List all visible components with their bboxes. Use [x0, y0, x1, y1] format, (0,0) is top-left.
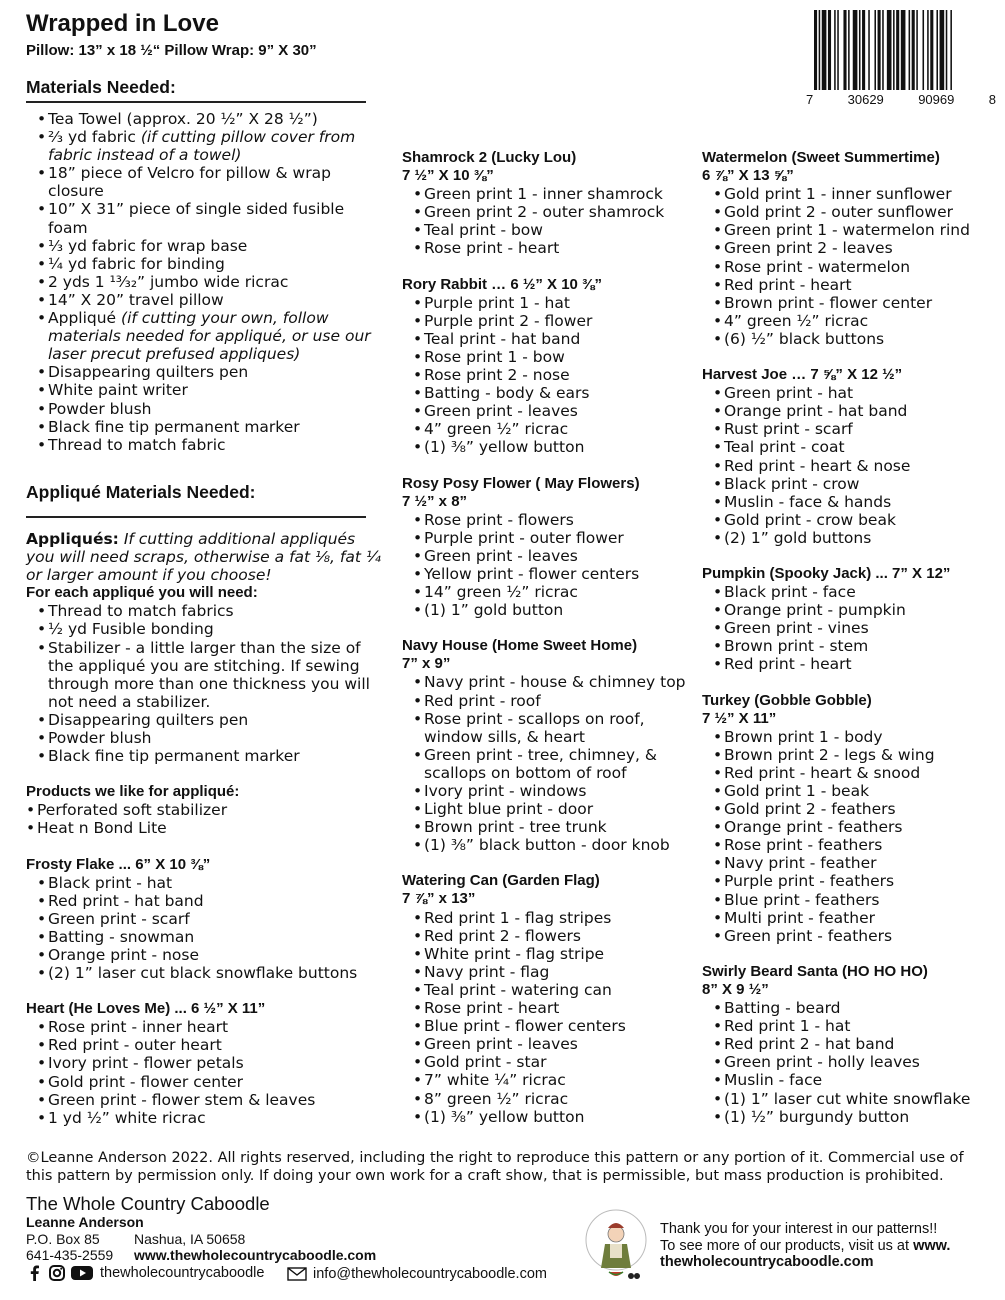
applique-items: [26, 602, 384, 765]
turkey-section: [702, 692, 997, 945]
navy-item: • Ivory print - windows: [402, 782, 692, 800]
materials-item: [26, 363, 382, 381]
applique-section: [26, 530, 384, 1127]
rory-section: [402, 276, 692, 457]
materials-item-text: 10” X 31” piece of single sided fusible foam: [48, 200, 345, 237]
frosty-section: [26, 856, 384, 983]
shamrock-title: Shamrock 2 (Lucky Lou): [402, 149, 577, 166]
youtube-icon[interactable]: [70, 1264, 94, 1282]
pumpkin-item: • Black print - face: [702, 583, 997, 601]
watering-item: • Red print 2 - flowers: [402, 927, 692, 945]
heart-item: • 1 yd ½” white ricrac: [26, 1109, 384, 1127]
barcode-bar: [916, 10, 918, 90]
navy-section: [402, 637, 692, 854]
shamrock-item: • Green print 2 - outer shamrock: [402, 203, 692, 221]
rosy-item: • Green print - leaves: [402, 547, 692, 565]
turkey-item: • Purple print - feathers: [702, 872, 997, 890]
pumpkin-item: • Brown print - stem: [702, 637, 997, 655]
caboodle-logo: [583, 1204, 649, 1286]
shamrock-item: • Teal print - bow: [402, 221, 692, 239]
thanks-line-2-text: To see more of our products, visit us at: [660, 1237, 914, 1254]
watering-item: • White print - flag stripe: [402, 945, 692, 963]
santa-item: • Muslin - face: [702, 1071, 997, 1089]
frosty-item: • Red print - hat band: [26, 892, 384, 910]
watering-item: • Navy print - flag: [402, 963, 692, 981]
watermelon-item: • Green print 1 - watermelon rind: [702, 221, 997, 239]
heart-title: Heart (He Loves Me) ... 6 ½” X 11”: [26, 1000, 266, 1018]
frosty-item: • Green print - scarf: [26, 910, 384, 928]
barcode-bar: [848, 10, 850, 90]
turkey-item: • Green print - feathers: [702, 927, 997, 945]
watering-item: • Rose print - heart: [402, 999, 692, 1017]
turkey-item: • Navy print - feather: [702, 854, 997, 872]
santa-item: • Green print - holly leaves: [702, 1053, 997, 1071]
watermelon-size: 6 ⅞” X 13 ⅝”: [702, 167, 794, 185]
materials-item: [26, 237, 382, 255]
turkey-item: • Brown print 1 - body: [702, 728, 997, 746]
barcode-graphic: [812, 10, 992, 102]
barcode-digit-1: 7: [806, 92, 814, 107]
turkey-size: 7 ½” X 11”: [702, 709, 777, 727]
barcode-bar: [843, 10, 846, 90]
rory-item: • Green print - leaves: [402, 402, 692, 420]
applique-heading: Appliqué Materials Needed:: [26, 482, 256, 502]
barcode-bar: [909, 10, 911, 90]
barcode-bar: [868, 10, 870, 90]
navy-item: • Brown print - tree trunk: [402, 818, 692, 836]
materials-item-text: 2 yds 1 ¹³⁄₃₂” jumbo wide ricrac: [48, 272, 289, 291]
materials-item-text: Powder blush: [48, 399, 152, 418]
materials-rule: [26, 101, 366, 103]
navy-item: • Red print - roof: [402, 692, 692, 710]
applique-item: • ½ yd Fusible bonding: [26, 620, 384, 638]
mail-icon: [287, 1267, 307, 1281]
watering-item: • 7” white ¼” ricrac: [402, 1071, 692, 1089]
barcode-bar: [927, 10, 929, 90]
rosy-title: Rosy Posy Flower ( May Flowers): [402, 474, 640, 492]
harvest-item: • (2) 1” gold buttons: [702, 529, 997, 547]
turkey-item: • Brown print 2 - legs & wing: [702, 746, 997, 764]
thanks-line-3[interactable]: thewholecountrycaboodle.com: [660, 1254, 874, 1270]
applique-item: • Powder blush: [26, 729, 384, 747]
rory-item: • Rose print 1 - bow: [402, 348, 692, 366]
santa-title: Swirly Beard Santa (HO HO HO): [702, 962, 928, 980]
rosy-item: • 14” green ½” ricrac: [402, 583, 692, 601]
navy-size: 7” x 9”: [402, 655, 451, 673]
applique-item: • Black fine tip permanent marker: [26, 747, 384, 765]
thanks-line-2: [660, 1238, 950, 1255]
watermelon-item: • Gold print 2 - outer sunflower: [702, 203, 997, 221]
materials-item: [26, 273, 382, 291]
author-name: Leanne Anderson: [26, 1214, 144, 1230]
watermelon-item: • Rose print - watermelon: [702, 258, 997, 276]
materials-heading: Materials Needed:: [26, 77, 176, 97]
barcode-digit-2: 30629: [847, 92, 884, 107]
product-item: • Heat n Bond Lite: [26, 819, 384, 837]
barcode-bar: [882, 10, 884, 90]
barcode-bar: [874, 10, 876, 90]
harvest-item: • Orange print - hat band: [702, 402, 997, 420]
products-items: [26, 801, 384, 837]
materials-item-text: Disappearing quilters pen: [48, 363, 249, 382]
materials-item-note: (if cutting your own, follow materials needed for appliqué, or use our laser precut prefused appliques): [48, 309, 371, 364]
materials-item-text: 14” X 20” travel pillow: [48, 290, 224, 309]
harvest-item: • Teal print - coat: [702, 438, 997, 456]
email-address[interactable]: info@thewholecountrycaboodle.com: [313, 1266, 547, 1282]
barcode-digits: [806, 92, 996, 107]
navy-title: Navy House (Home Sweet Home): [402, 637, 638, 655]
heart-item: • Gold print - flower center: [26, 1073, 384, 1091]
applique-item: • Stabilizer - a little larger than the size of the appliqué you are stitching. If sewing through more than one thickness you will not need a stabilizer.: [26, 639, 384, 711]
navy-item: • Green print - tree, chimney, & scallops on bottom of roof: [402, 746, 692, 782]
watermelon-item: • Brown print - flower center: [702, 294, 997, 312]
watermelon-item: • 4” green ½” ricrac: [702, 312, 997, 330]
rory-item: • Purple print 1 - hat: [402, 294, 692, 312]
applique-item: • Disappearing quilters pen: [26, 711, 384, 729]
harvest-item: • Green print - hat: [702, 384, 997, 402]
materials-item-text: ⅔ yd fabric: [48, 128, 141, 147]
santa-item: • Red print 1 - hat: [702, 1017, 997, 1035]
frosty-item: • (2) 1” laser cut black snowflake buttons: [26, 964, 384, 982]
watermelon-item: • Red print - heart: [702, 276, 997, 294]
barcode-bar: [814, 10, 817, 90]
barcode-bar: [940, 10, 945, 90]
barcode-bar: [853, 10, 858, 90]
harvest-item: • Black print - crow: [702, 475, 997, 493]
barcode-bar: [859, 10, 861, 90]
rory-item: • (1) ⅜” yellow button: [402, 438, 692, 456]
harvest-title: Harvest Joe … 7 ⅝” X 12 ½”: [702, 366, 903, 384]
watering-section: [402, 872, 692, 1125]
thanks-line-2-web[interactable]: www.: [913, 1237, 951, 1254]
thanks-line-1: Thank you for your interest in our patterns!!: [660, 1221, 938, 1237]
turkey-item: • Orange print - feathers: [702, 818, 997, 836]
rosy-section: [402, 475, 692, 620]
heart-item: • Green print - flower stem & leaves: [26, 1091, 384, 1109]
pumpkin-section: [702, 565, 997, 674]
pumpkin-item: • Green print - vines: [702, 619, 997, 637]
products-heading: Products we like for appliqué:: [26, 783, 240, 801]
watermelon-item: • (6) ½” black buttons: [702, 330, 997, 348]
barcode-bar: [828, 10, 831, 90]
navy-item: • Light blue print - door: [402, 800, 692, 818]
email-contact[interactable]: [287, 1266, 547, 1282]
watering-item: • Red print 1 - flag stripes: [402, 909, 692, 927]
turkey-title: Turkey (Gobble Gobble): [702, 691, 872, 709]
website-link[interactable]: www.thewholecountrycaboodle.com: [134, 1247, 377, 1263]
heart-item: • Rose print - inner heart: [26, 1018, 384, 1036]
rory-title: Rory Rabbit … 6 ½” X 10 ⅜”: [402, 275, 603, 293]
shamrock-item: • Green print 1 - inner shamrock: [402, 185, 692, 203]
barcode-bar: [950, 10, 952, 90]
harvest-section: [702, 366, 997, 547]
rory-item: • Batting - body & ears: [402, 384, 692, 402]
materials-item: [26, 110, 382, 128]
instagram-icon[interactable]: [48, 1264, 66, 1282]
navy-item: • Rose print - scallops on roof, window sills, & heart: [402, 710, 692, 746]
applique-rule: [26, 516, 366, 518]
materials-item: [26, 128, 382, 164]
rory-item: • 4” green ½” ricrac: [402, 420, 692, 438]
harvest-item: • Muslin - face & hands: [702, 493, 997, 511]
barcode-bar: [819, 10, 821, 90]
heart-item: • Red print - outer heart: [26, 1036, 384, 1054]
watering-item: • 8” green ½” ricrac: [402, 1090, 692, 1108]
watermelon-title: Watermelon (Sweet Summertime): [702, 149, 940, 166]
page-title: Wrapped in Love: [26, 10, 219, 37]
watering-size: 7 ⅞” x 13”: [402, 890, 476, 908]
rosy-item: • Rose print - flowers: [402, 511, 692, 529]
barcode-bar: [923, 10, 925, 90]
materials-item-text: White paint writer: [48, 381, 188, 400]
barcode-bar: [901, 10, 906, 90]
barcode-bar: [893, 10, 895, 90]
materials-item: [26, 381, 382, 399]
santa-section: [702, 963, 997, 1126]
frosty-item: • Black print - hat: [26, 874, 384, 892]
barcode-digit-3: 90969: [918, 92, 955, 107]
navy-item: • (1) ⅜” black button - door knob: [402, 836, 692, 854]
barcode-bar: [822, 10, 827, 90]
barcode-digit-4: 8: [988, 92, 996, 107]
barcode-bar: [936, 10, 938, 90]
watering-item: • Blue print - flower centers: [402, 1017, 692, 1035]
materials-item-text: Appliqué: [48, 309, 122, 328]
materials-item: [26, 255, 382, 273]
materials-item: [26, 291, 382, 309]
rosy-size: 7 ½” x 8”: [402, 492, 468, 510]
frosty-title: Frosty Flake ... 6” X 10 ⅜”: [26, 855, 211, 873]
turkey-item: • Rose print - feathers: [702, 836, 997, 854]
navy-item: • Navy print - house & chimney top: [402, 673, 692, 691]
heart-section: [26, 1000, 384, 1127]
po-box: P.O. Box 85: [26, 1231, 100, 1247]
shamrock-item: • Rose print - heart: [402, 239, 692, 257]
pumpkin-item: • Orange print - pumpkin: [702, 601, 997, 619]
watering-item: • (1) ⅜” yellow button: [402, 1108, 692, 1126]
barcode-bar: [930, 10, 933, 90]
watermelon-item: • Green print 2 - leaves: [702, 239, 997, 257]
barcode-bar: [837, 10, 839, 90]
materials-item: [26, 418, 382, 436]
barcode-bar: [896, 10, 899, 90]
harvest-item: • Red print - heart & nose: [702, 457, 997, 475]
facebook-icon[interactable]: [26, 1264, 44, 1282]
watering-item: • Teal print - watering can: [402, 981, 692, 999]
santa-size: 8” X 9 ½”: [702, 980, 769, 998]
shamrock-size: 7 ½” X 10 ⅜”: [402, 167, 494, 185]
materials-item-text: ⅓ yd fabric for wrap base: [48, 236, 248, 255]
social-handle[interactable]: thewholecountrycaboodle: [100, 1265, 265, 1281]
social-icons: [26, 1264, 264, 1282]
materials-list: [26, 110, 382, 454]
pattern-sizes: Pillow: 13” x 18 ½“ Pillow Wrap: 9” X 30”: [26, 42, 317, 59]
barcode-bar: [834, 10, 836, 90]
copyright-notice: ©Leanne Anderson 2022. All rights reserved, including the right to reproduce this pattern or any portion of it. Commercial use of this pattern by permission only. If doing your own work for a craft show, that is permissible, but mass production is prohibited.: [26, 1150, 964, 1184]
right-column: [702, 149, 997, 1126]
applique-intro: [26, 530, 384, 584]
turkey-item: • Red print - heart & snood: [702, 764, 997, 782]
barcode-bar: [912, 10, 915, 90]
middle-column: [402, 149, 692, 1126]
frosty-item: • Batting - snowman: [26, 928, 384, 946]
materials-item: [26, 200, 382, 236]
watering-item: • Green print - leaves: [402, 1035, 692, 1053]
turkey-item: • Multi print - feather: [702, 909, 997, 927]
barcode-bar: [946, 10, 948, 90]
each-applique-heading: For each appliqué you will need:: [26, 584, 258, 602]
materials-item-text: Thread to match fabric: [48, 435, 226, 454]
materials-item: [26, 164, 382, 200]
watermelon-section: [702, 149, 997, 348]
applique-intro-text: If cutting additional appliqués you will need scraps, otherwise a fat ⅛, fat ¼ or larger amount if you choose!: [26, 530, 381, 585]
watermelon-item: • Gold print 1 - inner sunflower: [702, 185, 997, 203]
rosy-item: • Purple print - outer flower: [402, 529, 692, 547]
barcode-bar: [878, 10, 881, 90]
watering-item: • Gold print - star: [402, 1053, 692, 1071]
phone-number: 641-435-2559: [26, 1247, 114, 1263]
frosty-item: • Orange print - nose: [26, 946, 384, 964]
thanks-message: [660, 1221, 950, 1271]
materials-item: [26, 436, 382, 454]
turkey-item: • Gold print 2 - feathers: [702, 800, 997, 818]
rosy-item: • Yellow print - flower centers: [402, 565, 692, 583]
harvest-item: • Gold print - crow beak: [702, 511, 997, 529]
santa-item: • (1) ½” burgundy button: [702, 1108, 997, 1126]
harvest-item: • Rust print - scarf: [702, 420, 997, 438]
city-address: Nashua, IA 50658: [134, 1231, 246, 1247]
materials-item-text: ¼ yd fabric for binding: [48, 254, 225, 273]
materials-item: [26, 309, 382, 363]
santa-item: • Red print 2 - hat band: [702, 1035, 997, 1053]
rory-item: • Teal print - hat band: [402, 330, 692, 348]
watering-title: Watering Can (Garden Flag): [402, 872, 600, 890]
heart-item: • Ivory print - flower petals: [26, 1054, 384, 1072]
rory-item: • Purple print 2 - flower: [402, 312, 692, 330]
pumpkin-title: Pumpkin (Spooky Jack) ... 7” X 12”: [702, 564, 951, 582]
shamrock-section: [402, 149, 692, 258]
company-name: The Whole Country Caboodle: [26, 1193, 270, 1214]
applique-item: • Thread to match fabrics: [26, 602, 384, 620]
materials-item-text: 18” piece of Velcro for pillow & wrap closure: [48, 164, 331, 201]
turkey-item: • Gold print 1 - beak: [702, 782, 997, 800]
applique-intro-label: Appliqués:: [26, 530, 119, 548]
rory-item: • Rose print 2 - nose: [402, 366, 692, 384]
santa-item: • Batting - beard: [702, 999, 997, 1017]
materials-item: [26, 400, 382, 418]
santa-item: • (1) 1” laser cut white snowflake: [702, 1090, 997, 1108]
materials-item-note: (if cutting pillow cover from fabric instead of a towel): [48, 128, 356, 165]
turkey-item: • Blue print - feathers: [702, 891, 997, 909]
pumpkin-item: • Red print - heart: [702, 655, 997, 673]
barcode-bar: [862, 10, 865, 90]
barcode-bar: [887, 10, 892, 90]
product-item: • Perforated soft stabilizer: [26, 801, 384, 819]
rosy-item: • (1) 1” gold button: [402, 601, 692, 619]
materials-item-text: Tea Towel (approx. 20 ½” X 28 ½”): [48, 110, 318, 128]
materials-item-text: Black fine tip permanent marker: [48, 417, 300, 436]
